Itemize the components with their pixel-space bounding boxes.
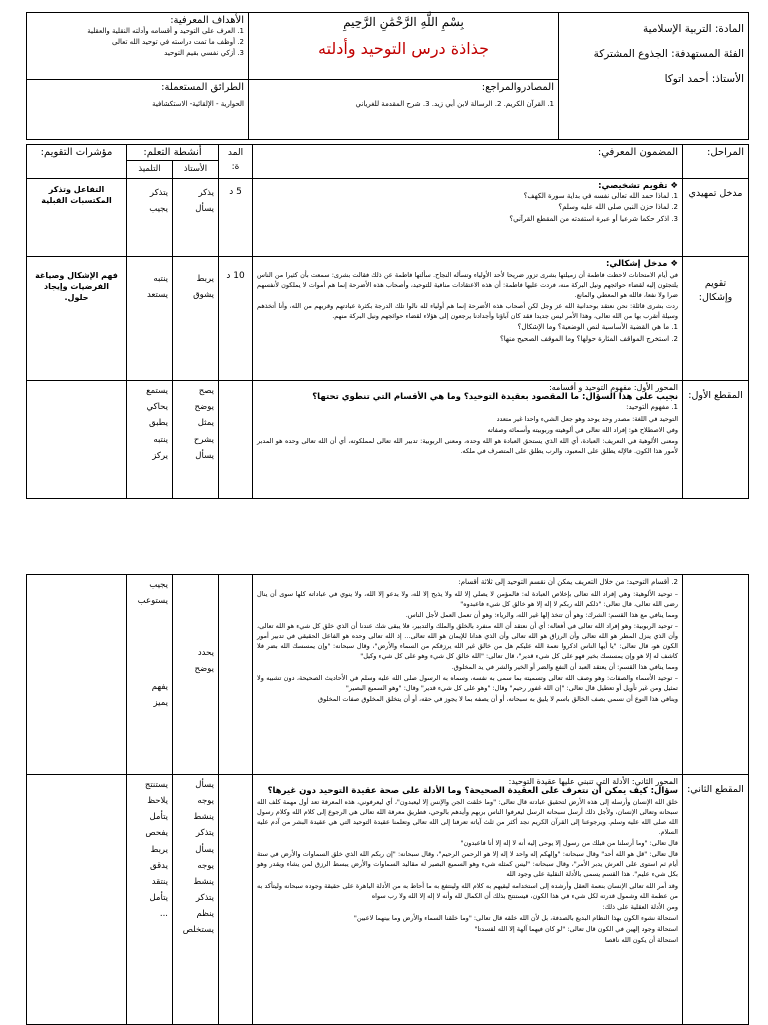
duration-continued xyxy=(219,575,253,775)
student-act: يفهم xyxy=(151,682,168,693)
level-label: الفئة المستهدفة: الجذوع المشتركة xyxy=(593,48,744,61)
evidence-para-4: وقد أمر الله تعالى الإنسان بنعمة العقل وأرشده إلى استخدامه ليقيهم به كلام الله ولينتفع به ما أحاط به من الأدلة الباهرة على حقيقة وجوده سبحانه وليتأكد به من عظمة الله وشمول قدرته لكل شيء في هذا الكون، فيستنتج بذلك أن الكمال لله وأنه لا إله إلا الله ولا رب سواه xyxy=(257,881,678,900)
methods-cell xyxy=(27,80,249,140)
student-acts-second xyxy=(127,775,173,1025)
sources-text: 1. القرآن الكريم. 2. الرسالة لابن أبي زيد. 3. شرح المقدمة للغرياني xyxy=(355,100,554,108)
concept-heading: 1. مفهوم التوحيد: xyxy=(626,403,679,412)
student-act: ... xyxy=(159,909,168,920)
teacher-acts-second xyxy=(173,775,219,1025)
teacher-act: يسأل xyxy=(195,780,214,790)
types-para-3: – توحيد الربوبية: وهو إفراد الله تعالى في أفعاله: أي أن نعتقد أن الله منفرد بالخلق والملك والتدبير، فلا يبقى شك عندنا أن الذي خلق كل شيء هو الله تعالى، وأن الذي ينزل المطر هو الله تعالى وأن الرزاق هو الله تعالى وأن الذي هدانا للإيمان هو الله تعالى... إذ الله تعالى وحده هو الفاعل الحقيقي في تدبير أمور الكون هو، قال تعالى: "يا أيها الناس اذكروا نعمة الله عليكم هل من خالق غير الله يرزقكم من السماء والأرض"، وقال سبحانه: "وإن يمسسك الله بضر فلا كاشف له إلا هو وإن يمسسك بخير فهو على كل شيء قدير"، قال تعالى: "الله خالق كل شيء وهو على كل شيء وكيل" xyxy=(257,622,678,661)
student-act: يستعد xyxy=(146,290,169,301)
student-act: ينتبه xyxy=(153,274,169,285)
indicator-continued xyxy=(27,575,127,775)
objective-3: 3. أزكي نفسي بقيم التوحيد xyxy=(164,48,244,57)
axis-one: المحور الأول: مفهوم التوحيد و أقسامه: xyxy=(549,383,679,393)
types-heading: 2. أقسام التوحيد: من خلال التعريف يمكن أن نقسم التوحيد إلى ثلاثة أقسام: xyxy=(458,578,678,586)
indicator-intro: التفاعل وتذكر المكتسبات القبلية xyxy=(27,179,127,257)
stage-continued xyxy=(683,575,749,775)
student-act: يربط xyxy=(150,844,168,855)
stage-second-section: المقطع الثاني: xyxy=(683,775,749,1025)
teacher-act: يوضح xyxy=(194,664,214,675)
duration-problem: 10 د xyxy=(219,257,253,381)
subject-label: المادة: التربية الإسلامية xyxy=(643,23,744,35)
content-intro xyxy=(253,179,683,257)
student-acts-continued xyxy=(127,575,173,775)
teacher-act: يشوق xyxy=(193,290,215,301)
col-activities: أنشطة التعلم: xyxy=(127,145,219,161)
objectives-cell xyxy=(27,13,249,80)
types-para-6: وينافي هذا النوع أن نسمي بصف الخالق باسم لا يليق به سبحانه، أو أن يصفه بما لا يجوز في حقه، أو أن يتخلق المخلوق صفات المخلوق xyxy=(318,695,678,704)
problem-paragraph-2: ردت بشرى قائلة: نحن نعتقد بوحدانية الله عز وجل لكن أصحاب هذه الأضرحة إنما هم أولياء لله نالوا تلك الدرجة بكثرة عبادتهم وقربهم من الله، وأنا أتخذهم وسيلة أتقرب بها من الله تعالى، وهذا الأمر ليس جديدا فقد كان آباؤنا وأجدادنا يرجعون إلى هؤلاء لقضاء حوائجهم ونيل البركة منهم. xyxy=(257,302,679,321)
teacher-act: يوضح xyxy=(194,402,215,413)
problem-item-2: 2. استخرج المواقف المثارة حولها؟ وما الموقف الصحيح منها؟ xyxy=(500,334,679,343)
col-duration: المد ة: xyxy=(219,145,253,179)
col-teacher: الأستاذ xyxy=(173,161,219,179)
evidence-para-5: ومن الأدلة العقلية على ذلك: xyxy=(602,902,678,911)
definition-line-1: التوحيد في اللغة: مصدر وحد يوحد وهو جعل الشيء واحدا غير متعدد xyxy=(496,415,679,424)
methods-heading: الطرائق المستعملة: xyxy=(161,82,244,93)
stage-intro: مدخل تمهيدي xyxy=(683,179,749,257)
student-act: يحاكي xyxy=(146,402,169,413)
student-act: يركز xyxy=(152,450,169,461)
basmala: بِسْمِ اللَّهِ الرَّحْمَٰنِ الرَّحِيمِ xyxy=(343,15,464,29)
student-act: ينتبه xyxy=(153,434,169,445)
evidence-para-3: قال تعالى: "قل هو الله أحد" وقال سبحانه: "وإلهكم إله واحد لا إله إلا هو الرحمن الرحيم"، وقال سبحانه: "إن ربكم الله الذي خلق السماوات والأرض في ستة أيام ثم استوى على العرش يدبر الأمر"، وقال سبحانه: "ليس كمثله شيء وهو السميع البصير له مقاليد السماوات والأرض يبسط الرزق لمن يشاء ويقدر وهو بكل شيء عليم". هذا القسم يسمى بالأدلة النقلية على وجود الله xyxy=(257,850,678,879)
diag-item-2: 2. لماذا حزن النبي صلى الله عليه وسلم؟ xyxy=(558,203,679,212)
types-para-1: – توحيد الألوهية: وهي إفراد الله تعالى بإخلاص العبادة له: فالمؤمن لا يصلي إلا لله ولا يذبح إلا لله، ولا يدعو إلا الله، ولا ينوي في عباداته كلها سوى أن ينال رضى الله تعالى، قال تعالى: "ذلكم الله ربكم لا إله إلا هو خالق كل شيء فاعبدوه" xyxy=(257,589,678,608)
student-act: يفحص xyxy=(145,828,168,839)
student-act: ينتقد xyxy=(151,876,168,887)
teacher-act: يسأل xyxy=(195,844,214,855)
col-student: التلميذ xyxy=(127,161,173,179)
evidence-para-8: استحالة أن يكون الله ناقصا xyxy=(604,935,678,944)
student-act: يتأمل xyxy=(149,812,168,823)
student-act: يطبق xyxy=(149,418,169,429)
lesson-title: جذاذة درس التوحيد وأدلته xyxy=(318,39,489,58)
col-indicators: مؤشرات التقويم: xyxy=(27,145,127,179)
axis-one-question: نجيب على هذا السؤال: ما المقصود بعقيدة التوحيد؟ وما هي الأقسام التي تنطوي تحتها؟ xyxy=(312,392,679,403)
teacher-label: الأستاذ: أحمد اتوكا xyxy=(664,73,744,86)
teacher-acts-first xyxy=(173,381,219,499)
indicator-first-section xyxy=(27,381,127,499)
teacher-act: ينشط xyxy=(193,812,214,823)
page-two xyxy=(26,574,748,1024)
methods-text: الحوارية - الإلقائية- الاستكشافية xyxy=(152,100,244,108)
types-para-5: – توحيد الأسماء والصفات: وهو وصف الله تعالى وتسميته بما سمى به نفسه، وسماه به الرسول صلى الله عليه وسلم في الأحاديث الصحيحة، دون تشبيه ولا تمثيل ومن غير تأويل أو تعطيل قال تعالى: "إن الله غفور رحيم" وقال: "وهو على كل شيء قدير" وقال: "وهو السميع البصير" xyxy=(257,674,678,693)
header-info-cell xyxy=(559,13,749,140)
teacher-act: يصح xyxy=(198,386,215,397)
definition-line-2: وفي الاصطلاح هو: إفراد الله تعالى في ألوهيته وربوبيته وأسمائه وصفاته xyxy=(487,426,679,435)
header-table xyxy=(26,12,749,140)
evidence-para-7: استحالة وجود إلهين في الكون قال تعالى: "لو كان فيهما آلهة إلا الله لفسدتا" xyxy=(474,924,678,933)
diag-item-1: 1. لماذا حمد الله تعالى نفسه في بداية سورة الكهف؟ xyxy=(523,192,679,201)
student-act: يدقق xyxy=(150,860,168,871)
teacher-acts-problem xyxy=(173,257,219,381)
stage-first-section: المقطع الأول: xyxy=(683,381,749,499)
objective-1: 1. العرف على التوحيد و أقسامه وأدلته النقلية والعقلية xyxy=(87,27,244,35)
teacher-act: يتذكر xyxy=(195,828,214,839)
problem-heading: ❖ مدخل إشكالي: xyxy=(605,259,679,270)
student-act: يستوعب xyxy=(137,596,168,607)
objectives-heading: الأهداف المعرفية: xyxy=(170,15,244,26)
teacher-act: يذكر xyxy=(198,188,215,199)
content-types xyxy=(253,575,683,775)
teacher-act: يوجه xyxy=(197,796,214,807)
student-acts-first xyxy=(127,381,173,499)
duration-first-section xyxy=(219,381,253,499)
student-acts-intro xyxy=(127,179,173,257)
types-para-2: ومما ينافي مع هذا القسم: الشرك: وهو أن تتخذ إلها غير الله، والرياء: وهو أن تعمل العمل لأجل الناس. xyxy=(405,610,678,619)
evidence-para-2: قال تعالى: "وما أرسلنا من قبلك من رسول إلا يوحى إليه أنه لا إله إلا أنا فاعبدون" xyxy=(460,839,678,848)
duration-intro: 5 د xyxy=(219,179,253,257)
teacher-act: يربط xyxy=(196,274,215,285)
content-second-section xyxy=(253,775,683,1025)
diag-item-3: 3. اذكر حكما شرعيا أو عبرة استفدته من المقطع القرآني؟ xyxy=(509,214,679,223)
teacher-act: يمثل xyxy=(197,418,215,429)
problem-item-1: 1. ما هي القضية الأساسية لنص الوضعية؟ وما الإشكال؟ xyxy=(517,323,679,332)
page-one xyxy=(26,12,748,522)
stage-problem: تقويم وإشكال: xyxy=(683,257,749,381)
diagnostic-heading: ❖ تقويم تشخيصي: xyxy=(598,181,679,192)
student-act: يستمع xyxy=(146,386,169,397)
teacher-act: يسأل xyxy=(195,204,215,215)
indicator-problem: فهم الإشكال وصياغة الفرضيات وإيجاد حلول. xyxy=(27,257,127,381)
evidence-para-6: استحالة نشوء الكون بهذا النظام البديع بالصدفة، بل لأن الله خلقه قال تعالى: "وما خلقنا السماء والأرض وما بينهما لاعبين" xyxy=(353,913,678,922)
student-act: يستنتج xyxy=(144,780,168,790)
problem-paragraph-1: في أيام الامتحانات لاحظت فاطمة أن زميلتها بشرى تزور ضريحا لأحد الأولياء وتسأله النجاح. سألتها فاطمة عن ذلك فقالت بشرى: سمعت بأن كثيرا من الناس يلتجئون إليه لقضاء حوائجهم ونيل البركة منه، فردت عليها فاطمة: أن هذه الاعتقادات منافية للتوحيد، وأصحاب هذه الأضرحة إنما هم أموات لا يملكون لأنفسهم ضرا ولا نفعا، فالله هو المعطي والمانع. xyxy=(257,271,679,300)
teacher-act: يتذكر xyxy=(195,892,214,903)
teacher-act: ينظم xyxy=(196,909,214,920)
indicator-second-section xyxy=(27,775,127,1025)
lesson-table xyxy=(26,144,749,499)
teacher-act: يحدد xyxy=(197,648,214,658)
title-cell xyxy=(249,13,559,80)
duration-second-section xyxy=(219,775,253,1025)
content-first-section xyxy=(253,381,683,499)
student-act: يجيب xyxy=(149,204,169,215)
student-act: يجيب xyxy=(149,580,168,590)
teacher-act: يستخلص xyxy=(182,925,214,936)
axis-two: المحور الثاني: الأدلة التي تنبني عليها عقيدة التوحيد: xyxy=(508,777,678,786)
student-act: يتأمل xyxy=(149,892,168,903)
sources-cell xyxy=(249,80,559,140)
types-para-4: ومما ينافي هذا القسم: أن يعتقد العبد أن النفع والضر أو الخير والشر في يد المخلوق. xyxy=(451,663,678,672)
content-problem xyxy=(253,257,683,381)
teacher-acts-intro xyxy=(173,179,219,257)
teacher-act: يسأل xyxy=(195,450,215,461)
student-acts-problem xyxy=(127,257,173,381)
teacher-act: ينشط xyxy=(193,876,214,887)
lesson-table-continued xyxy=(26,574,749,1025)
teacher-act: يوجه xyxy=(197,860,214,871)
teacher-act: يشرح xyxy=(193,434,215,445)
definition-line-3: ومعنى الألوهية في التعريف: العبادة، أي الله الذي يستحق العبادة هو الله وحده، ومعنى الربوبية: تدبير الله تعالى لمملكوته، أي أن الله تعالى وحده هو المدبر لأمور هذا الكون. فالإله يطلق على المعبود، والرب يطلق على المتصرف في ملكه. xyxy=(257,437,679,456)
teacher-acts-continued xyxy=(173,575,219,775)
evidence-para-1: خلق الله الإنسان وأرسله إلى هذه الأرض لتحقيق عبادته قال تعالى: "وما خلقت الجن والإنس إلا ليعبدون"، أي ليعرفوني، هذه المعرفة تعد أول مهمة كلف الله سبحانه وتعالى الإنسان، ولأجل ذلك أرسل سبحانه الرسل ليعرفوا الناس بربهم وأيدهم بالوحي، فطريق معرفة الله تعالى هي الرجوع إلى كلام الله وكلام رسول الله صلى الله عليه وسلم. ويرجوعنا إلى القرآن الكريم نجد أكثر من ثلث آياته تعرفنا إلى الله تعالى وتعلمنا عقيدة التوحيد التي هي عقيدة البشر من آدم عليه السلام. xyxy=(257,798,678,837)
student-act: يميز xyxy=(153,698,168,709)
col-stages: المراحل: xyxy=(683,145,749,179)
col-content: المضمون المعرفي: xyxy=(253,145,683,179)
axis-two-question: سؤال: كيف يمكن أن نتعرف على العقيدة الصحيحة؟ وما الأدلة على صحة عقيدة التوحيد دون غيرها؟ xyxy=(267,786,678,796)
objective-2: 2. أوظف ما تمت دراسته في توحيد الله تعالى xyxy=(112,37,244,46)
student-act: يتذكر xyxy=(149,188,169,199)
sources-heading: المصادروالمراجع: xyxy=(481,82,554,93)
student-act: يلاحظ xyxy=(147,796,168,807)
